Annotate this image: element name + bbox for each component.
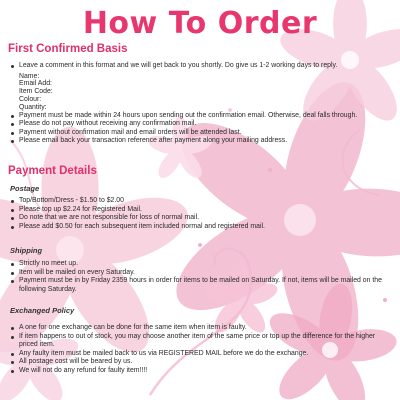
field-label: Email Add: [19, 80, 52, 88]
list-item: All postage cost will be beared by us. [10, 358, 394, 367]
list-item: We will not do any refund for faulty item!!!! [10, 367, 394, 376]
exchange-heading: Exchanged Policy [10, 306, 75, 315]
payment-heading: Payment Details [8, 165, 97, 177]
confirmed-heading: First Confirmed Basis [8, 43, 128, 55]
postage-heading: Postage [10, 184, 40, 193]
list-item: A one for one exchange can be done for the same item when item is faulty. [10, 324, 394, 333]
list-item: Item will be mailed on every Saturday. [10, 269, 394, 278]
list-item: Please top up $2.24 for Registered Mail. [10, 206, 394, 215]
list-item [10, 62, 394, 112]
postage-list [10, 197, 394, 231]
list-item: Please do not pay without receiving any confirmation mail. [10, 120, 394, 129]
shipping-heading: Shipping [10, 246, 43, 255]
exchange-list [10, 324, 394, 376]
confirmed-list [10, 62, 394, 146]
list-item: Any faulty item must be mailed back to us via REGISTERED MAIL before we do the exchange. [10, 350, 394, 359]
field-label: Item Code: [19, 88, 53, 96]
list-item: Payment without confirmation mail and email orders will be attended last. [10, 129, 394, 138]
field-label: Name: [19, 72, 40, 80]
list-item: Payment must be made within 24 hours upon sending out the confirmation email. Otherwise, deal falls through. [10, 112, 394, 121]
list-item: Payment must be in by Friday 2359 hours in order for items to be mailed on Saturday. If not, items will be mailed on the following Saturday. [10, 277, 394, 294]
shipping-list [10, 260, 394, 294]
order-format-fields [19, 73, 394, 112]
page-title: How To Order [82, 6, 318, 41]
list-item: If item happens to out of stock, you may choose another item of the same price or top up the difference for the higher priced item. [10, 333, 394, 350]
list-item: Strictly no meet up. [10, 260, 394, 269]
list-item: Top/Bottom/Dress - $1.50 to $2.00 [10, 197, 394, 206]
field-label: Quantity: [19, 103, 47, 111]
list-item: Please email back your transaction reference after payment along your mailing address. [10, 137, 394, 146]
list-item: Do note that we are not responsible for loss of normal mail. [10, 214, 394, 223]
field-label: Colour: [19, 95, 42, 103]
list-item: Please add $0.50 for each subsequent item included normal and registered mail. [10, 223, 394, 232]
confirmed-intro: Leave a comment in this format and we will get back to you shortly. Do give us 1-2 working days to reply. [19, 62, 338, 69]
